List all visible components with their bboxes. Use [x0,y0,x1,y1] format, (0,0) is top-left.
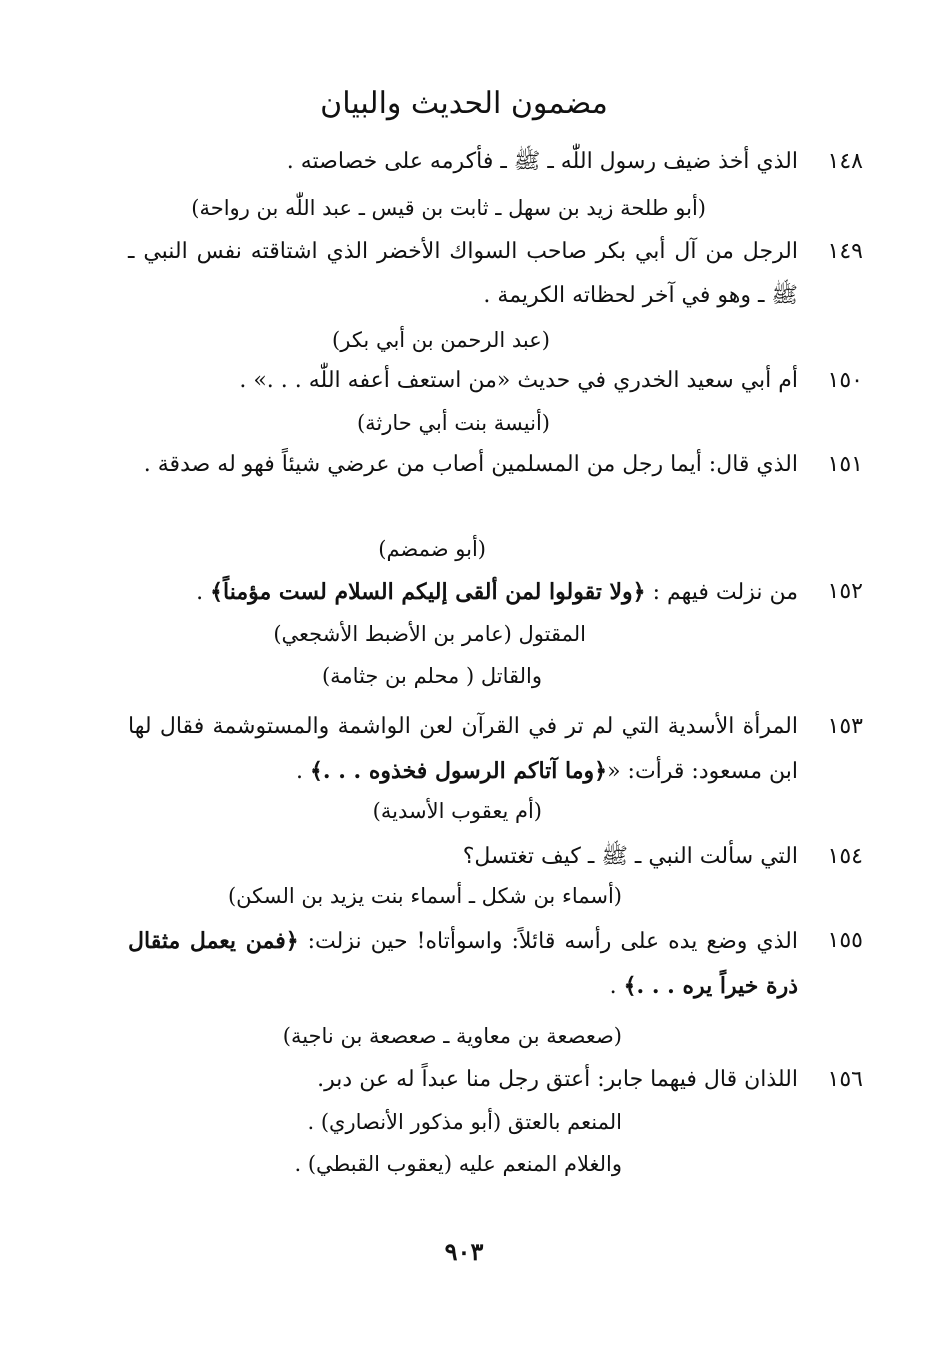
entry-number: ١٥٥ [827,928,863,953]
entry-150 [128,359,863,403]
quran-quote: ﴿فمن يعمل مثقال ذرة خيراً يره . . .﴾ [128,928,798,999]
entry-156 [128,1058,863,1102]
entry-text-before: من نزلت فيهم : [645,580,798,605]
entry-names: المنعم بالعتق (أبو مذكور الأنصاري) . [307,1110,622,1134]
entry-text-after: . [296,759,311,784]
entry-text: الذي أخذ ضيف رسول اللّٰه ـ ﷺ ـ فأكرمه على خصاصته . [286,149,798,174]
entry-148 [128,140,863,184]
entry-names: (أم يعقوب الأسدية) [372,799,542,823]
entry-text: الذي قال: أيما رجل من المسلمين أصاب من عرضي شيئاً فهو له صدقة . [143,452,798,477]
entry-names: والقاتل ( محلم بن جثامة) [321,664,542,688]
entry-number: ١٥٠ [827,368,863,393]
page-number: ٩٠٣ [444,1237,484,1266]
entry-names: المقتول (عامر بن الأضبط الأشجعي) [273,622,586,646]
page-title: مضمون الحديث والبيان [320,86,608,121]
entry-154 [128,835,863,879]
entry-names: (عبد الرحمن بن أبي بكر) [332,328,550,352]
entry-149 [128,230,863,318]
entry-number: ١٤٩ [827,239,863,264]
entry-number: ١٥٤ [827,844,863,869]
entry-text-after: . [196,580,211,605]
quran-quote: ﴿وما آتاكم الرسول فخذوه . . .﴾ [310,758,608,784]
quran-quote: ﴿ولا تقولوا لمن ألقى إليكم السلام لست مؤمناً﴾ [210,579,646,605]
entry-155 [128,919,863,1009]
entry-text-before: الذي وضع يده على رأسه قائلاً: واسوأتاه! حين نزلت: [298,929,798,954]
entry-152 [128,570,863,615]
entry-number: ١٥٣ [827,714,863,739]
entry-text-before: المرأة الأسدية التي لم تر في القرآن لعن الواشمة والمستوشمة فقال لها ابن مسعود: قرأت: « [128,714,798,784]
entry-number: ١٥١ [827,452,863,477]
entry-text-after: . [609,974,624,999]
entry-names: (أبو طلحة زيد بن سهل ـ ثابت بن قيس ـ عبد اللّٰه بن رواحة) [191,196,706,220]
entry-number: ١٥٢ [827,579,863,604]
entry-names: (أنيسة بنت أبي حارثة) [356,411,550,435]
entry-text: اللذان قال فيهما جابر: أعتق رجل منا عبداً له عن دبر. [317,1067,798,1092]
entry-text: أم أبي سعيد الخدري في حديث «من استعف أعفه اللّٰه . . .» . [239,368,798,393]
entry-number: ١٤٨ [827,149,863,174]
entry-names: (أسماء بن شكل ـ أسماء بنت يزيد بن السكن) [227,884,622,908]
entry-names: والغلام المنعم عليه (يعقوب القبطي) . [294,1152,622,1176]
entry-text: الرجل من آل أبي بكر صاحب السواك الأخضر الذي اشتاقته نفس النبي ـ ﷺ ـ وهو في آخر لحظاته الكريمة . [128,239,798,308]
entry-names: (صعصعة بن معاوية ـ صعصعة بن ناجية) [282,1024,622,1048]
entry-151 [128,443,863,487]
entry-153 [128,705,863,794]
entry-number: ١٥٦ [827,1067,863,1092]
entry-names: (أبو ضمضم) [378,537,486,561]
entry-text: التي سألت النبي ـ ﷺ ـ كيف تغتسل؟ [462,844,798,869]
